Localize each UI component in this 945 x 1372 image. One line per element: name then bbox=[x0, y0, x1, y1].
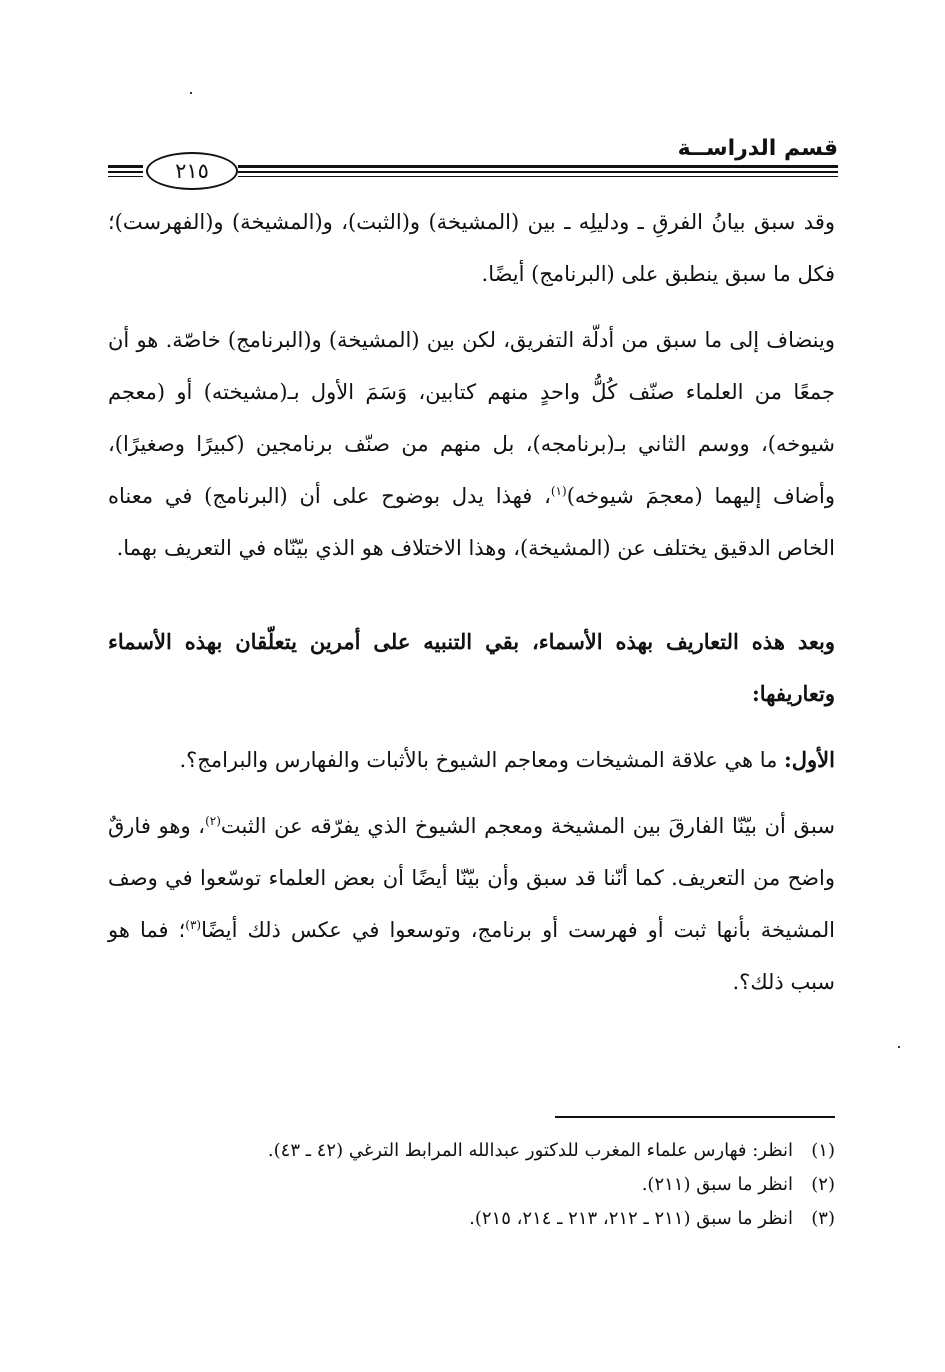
paragraph-text: ؛ فما هو سبب ذلك؟. bbox=[108, 918, 835, 994]
page-header bbox=[108, 128, 838, 188]
paragraph-text: ، وهو فارقٌ واضح من التعريف. كما أنّنا قد سبق وأن بيّنّا أيضًا أن بعض العلماء توسّعوا في وصف المشيخة بأنها ثبت أو فهرست أو برنامج، وتوسعوا في عكس ذلك أيضًا bbox=[108, 814, 836, 942]
footnote-text: انظر ما سبق (٢١١ ـ ٢١٢، ٢١٣ ـ ٢١٤، ٢١٥). bbox=[469, 1208, 793, 1229]
footnote-text: انظر ما سبق (٢١١). bbox=[641, 1174, 793, 1195]
paragraph: وقد سبق بيانُ الفرقِ ـ ودليلِه ـ بين (المشيخة) و(الثبت)، و(المشيخة) و(الفهرست)؛ فكل ما سبق ينطبق على (البرنامج) أيضًا. bbox=[108, 210, 835, 286]
footnote-number: (٣) bbox=[811, 1208, 835, 1229]
footnote-text: انظر: فهارس علماء المغرب للدكتور عبدالله المرابط الترغي (٤٢ ـ ٤٣). bbox=[267, 1140, 793, 1161]
footnote bbox=[108, 1202, 835, 1236]
header-rule-short bbox=[108, 176, 143, 177]
header-rule bbox=[238, 176, 838, 177]
scan-speck bbox=[190, 92, 192, 94]
header-rule bbox=[238, 165, 838, 168]
footnote bbox=[108, 1134, 835, 1168]
scan-speck bbox=[898, 1046, 900, 1048]
footnote-ref: (٢) bbox=[205, 814, 221, 828]
paragraph-heading: وبعد هذه التعاريف بهذه الأسماء، بقي التنبيه على أمرين يتعلّقان بهذه الأسماء وتعاريفها: bbox=[108, 629, 835, 706]
footnote-separator bbox=[555, 1116, 835, 1118]
header-rule bbox=[238, 171, 838, 173]
paragraph bbox=[108, 314, 835, 574]
header-rule-short bbox=[108, 165, 143, 168]
item-label: الأول: bbox=[784, 747, 835, 772]
main-text bbox=[108, 196, 835, 1008]
footnote-ref: (٣) bbox=[185, 918, 202, 932]
footnote bbox=[108, 1168, 835, 1202]
paragraph-text: سبق أن بيّنّا الفارقَ بين المشيخة ومعجم الشيوخ الذي يفرّقه عن الثبت bbox=[220, 814, 835, 838]
section-title: قسم الدراســة bbox=[677, 136, 838, 161]
paragraph-text: ما هي علاقة المشيخات ومعاجم الشيوخ بالأثبات والفهارس والبرامج؟. bbox=[179, 748, 785, 772]
header-rule-short bbox=[108, 171, 143, 173]
paragraph bbox=[108, 800, 835, 1008]
footnotes bbox=[108, 1134, 835, 1236]
paragraph-text: ، فهذا يدل بوضوح على أن (البرنامج) في معناه الخاص الدقيق يختلف عن (المشيخة)، وهذا الاختلاف هو الذي بيّنّاه في التعريف بهما. bbox=[108, 484, 835, 560]
footnote-number: (٢) bbox=[811, 1174, 835, 1195]
page-number: ٢١٥ bbox=[146, 152, 238, 190]
paragraph bbox=[108, 734, 835, 786]
footnote-number: (١) bbox=[811, 1140, 835, 1161]
paragraph-text: وينضاف إلى ما سبق من أدلّة التفريق، لكن بين (المشيخة) و(البرنامج) خاصّة. هو أن جمعًا من العلماء صنّف كُلُّ واحدٍ منهم كتابين، وَسَمَ الأول بـ(مشيخته) أو (معجم شيوخه)، ووسم الثاني بـ(برنامجه)، بل منهم من صنّف برنامجين (كبيرًا وصغيرًا)، وأضاف إليهما (معجمَ شيوخه) bbox=[108, 328, 835, 508]
footnote-ref: (١) bbox=[550, 484, 567, 498]
